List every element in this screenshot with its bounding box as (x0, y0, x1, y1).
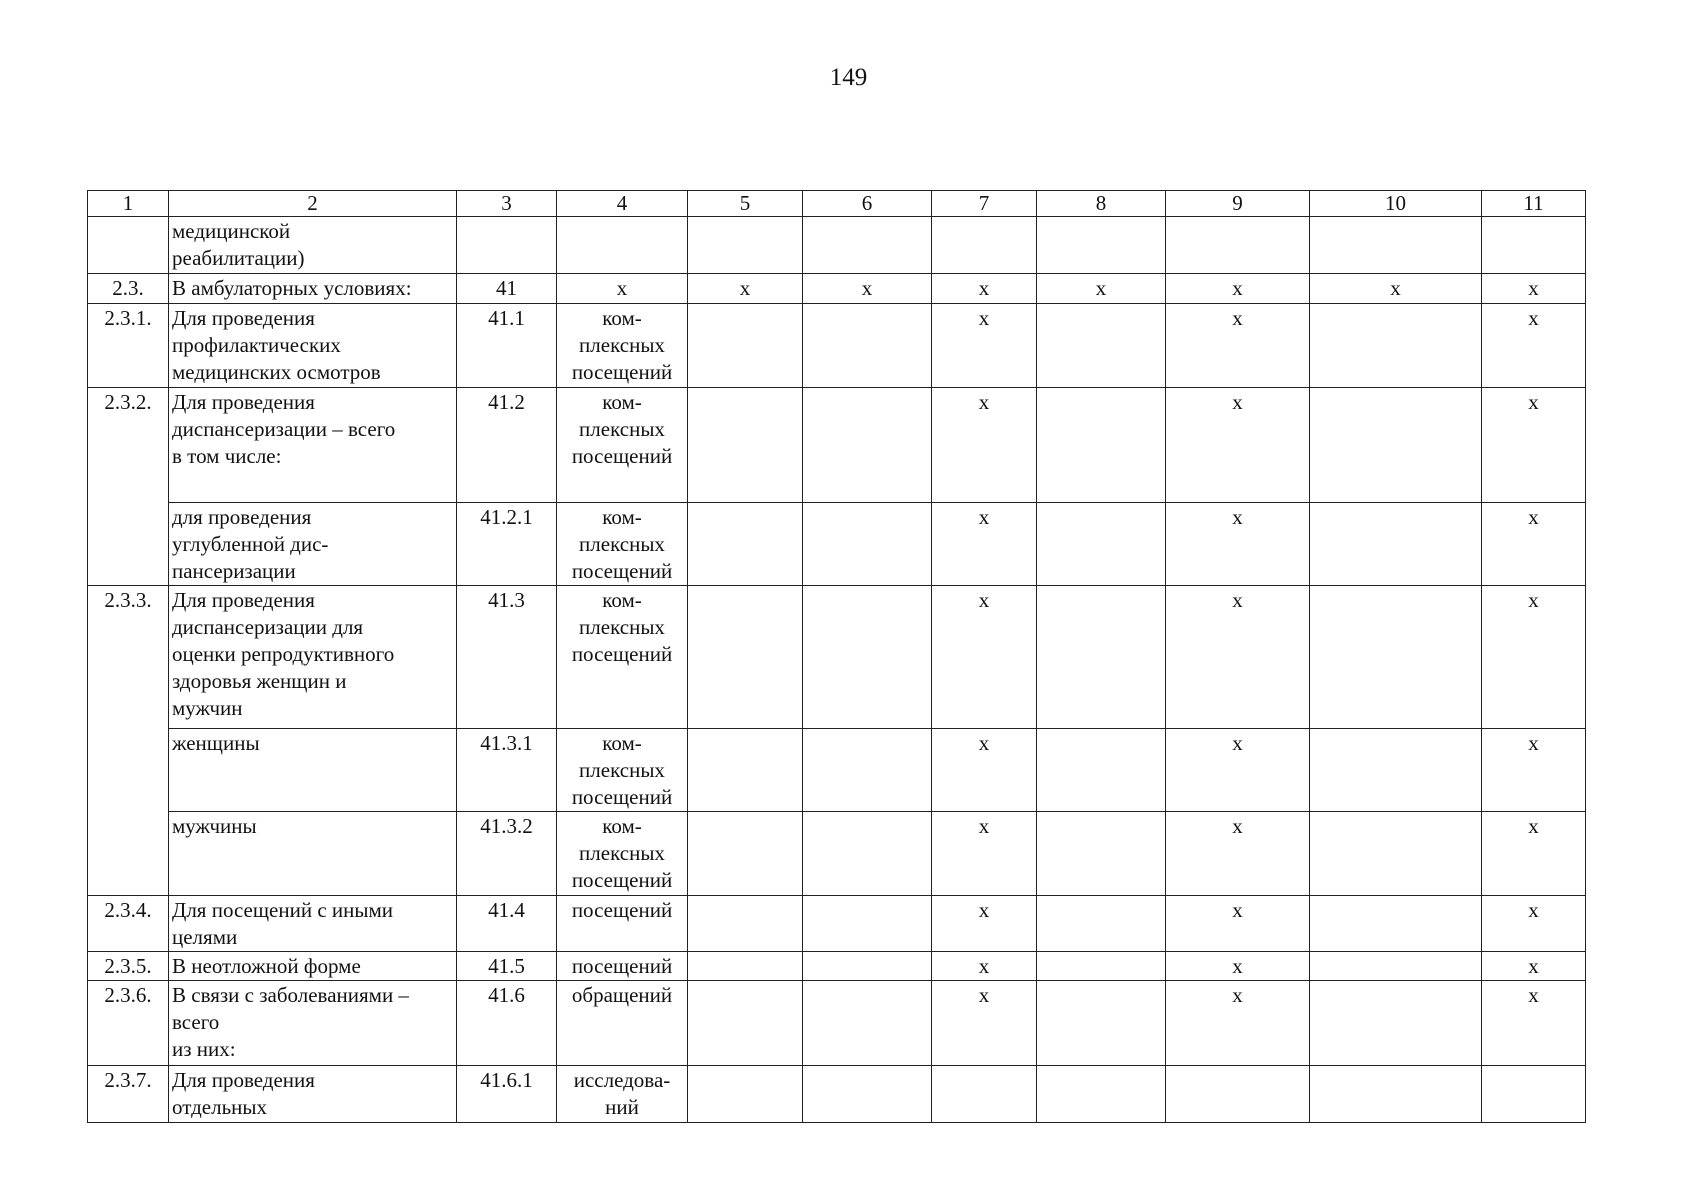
row-code-cell (457, 217, 557, 274)
value-cell (1482, 1066, 1586, 1123)
value-cell (803, 388, 932, 503)
value-cell (932, 217, 1037, 274)
value-cell: х (1166, 952, 1310, 981)
row-name-cell: мужчины (169, 812, 457, 896)
row-number-cell: 2.3.6. (88, 981, 169, 1066)
value-cell: х (1166, 304, 1310, 388)
value-cell: х (932, 304, 1037, 388)
unit-cell: посещений (557, 896, 688, 952)
page-number: 149 (829, 64, 868, 91)
column-number: 10 (1310, 191, 1482, 217)
row-code-cell: 41.4 (457, 896, 557, 952)
column-number-row (88, 191, 1586, 217)
row-name-cell: Для посещений с иными целями (169, 896, 457, 952)
value-cell (1310, 896, 1482, 952)
row-name-cell: Для проведения диспансеризации – всего в том числе: (169, 388, 457, 503)
value-cell (1037, 729, 1166, 812)
value-cell (688, 981, 803, 1066)
table-row (88, 1066, 1586, 1123)
table-row (88, 981, 1586, 1066)
value-cell: х (1166, 274, 1310, 304)
value-cell (1310, 503, 1482, 586)
value-cell (688, 896, 803, 952)
value-cell (803, 1066, 932, 1123)
value-cell (688, 304, 803, 388)
value-cell: х (1166, 388, 1310, 503)
value-cell: х (932, 503, 1037, 586)
unit-cell: ком- плексных посещений (557, 586, 688, 729)
table-row (88, 274, 1586, 304)
value-cell (1310, 1066, 1482, 1123)
value-cell: х (1482, 981, 1586, 1066)
value-cell (803, 812, 932, 896)
value-cell (1310, 388, 1482, 503)
table-row (88, 586, 1586, 729)
table-row (88, 388, 1586, 503)
row-name-cell: для проведения углубленной дис- пансеризации (169, 503, 457, 586)
row-code-cell: 41.6.1 (457, 1066, 557, 1123)
table-row (88, 503, 1586, 586)
row-code-cell: 41 (457, 274, 557, 304)
value-cell (1310, 812, 1482, 896)
column-number: 4 (557, 191, 688, 217)
value-cell (932, 1066, 1037, 1123)
row-number-cell: 2.3.5. (88, 952, 169, 981)
value-cell (1037, 981, 1166, 1066)
value-cell (803, 503, 932, 586)
value-cell: х (1482, 952, 1586, 981)
value-cell (803, 586, 932, 729)
value-cell (1482, 217, 1586, 274)
value-cell (688, 503, 803, 586)
value-cell: х (932, 729, 1037, 812)
value-cell (688, 812, 803, 896)
row-name-cell: В связи с заболеваниями – всего из них: (169, 981, 457, 1066)
value-cell (688, 388, 803, 503)
value-cell (803, 952, 932, 981)
value-cell: х (932, 274, 1037, 304)
value-cell: х (932, 812, 1037, 896)
value-cell: х (932, 586, 1037, 729)
value-cell (1037, 388, 1166, 503)
unit-cell: ком- плексных посещений (557, 388, 688, 503)
row-code-cell: 41.3.2 (457, 812, 557, 896)
value-cell: х (688, 274, 803, 304)
table-row (88, 896, 1586, 952)
value-cell (1037, 304, 1166, 388)
value-cell: х (1482, 274, 1586, 304)
value-cell: х (1166, 812, 1310, 896)
row-code-cell: 41.1 (457, 304, 557, 388)
row-name-cell: В амбулаторных условиях: (169, 274, 457, 304)
table-row (88, 217, 1586, 274)
value-cell: х (1166, 896, 1310, 952)
value-cell: х (1482, 729, 1586, 812)
value-cell: х (1166, 729, 1310, 812)
value-cell (1310, 217, 1482, 274)
row-name-cell: медицинской реабилитации) (169, 217, 457, 274)
row-number-cell: 2.3.3. (88, 586, 169, 896)
row-number-cell (88, 217, 169, 274)
row-name-cell: В неотложной форме (169, 952, 457, 981)
row-name-cell: Для проведения отдельных (169, 1066, 457, 1123)
row-code-cell: 41.3 (457, 586, 557, 729)
column-number: 1 (88, 191, 169, 217)
value-cell (688, 217, 803, 274)
value-cell (803, 729, 932, 812)
value-cell (1037, 812, 1166, 896)
value-cell: х (932, 981, 1037, 1066)
row-code-cell: 41.2.1 (457, 503, 557, 586)
column-number: 11 (1482, 191, 1586, 217)
value-cell (1310, 729, 1482, 812)
row-name-cell: Для проведения диспансеризации для оценки репродуктивного здоровья женщин и мужчин (169, 586, 457, 729)
row-code-cell: 41.5 (457, 952, 557, 981)
value-cell (688, 729, 803, 812)
column-number: 2 (169, 191, 457, 217)
row-number-cell: 2.3.7. (88, 1066, 169, 1123)
unit-cell: ком- плексных посещений (557, 729, 688, 812)
value-cell: х (1166, 503, 1310, 586)
unit-cell: х (557, 274, 688, 304)
value-cell (1037, 503, 1166, 586)
value-cell: х (1482, 388, 1586, 503)
row-code-cell: 41.2 (457, 388, 557, 503)
value-cell: х (932, 896, 1037, 952)
column-number: 7 (932, 191, 1037, 217)
data-table (87, 190, 1586, 1123)
value-cell (803, 896, 932, 952)
value-cell (688, 1066, 803, 1123)
value-cell (1166, 1066, 1310, 1123)
table-row (88, 952, 1586, 981)
row-code-cell: 41.3.1 (457, 729, 557, 812)
value-cell: х (1166, 586, 1310, 729)
value-cell (803, 981, 932, 1066)
row-number-cell: 2.3.2. (88, 388, 169, 586)
value-cell (1037, 586, 1166, 729)
value-cell: х (1482, 812, 1586, 896)
value-cell (688, 586, 803, 729)
row-name-cell: женщины (169, 729, 457, 812)
row-code-cell: 41.6 (457, 981, 557, 1066)
value-cell (1037, 217, 1166, 274)
value-cell: х (1482, 503, 1586, 586)
row-number-cell: 2.3. (88, 274, 169, 304)
table-row (88, 729, 1586, 812)
value-cell: х (1482, 304, 1586, 388)
unit-cell: обращений (557, 981, 688, 1066)
value-cell (1310, 981, 1482, 1066)
value-cell (803, 217, 932, 274)
value-cell: х (803, 274, 932, 304)
value-cell: х (1482, 896, 1586, 952)
unit-cell: ком- плексных посещений (557, 812, 688, 896)
row-name-cell: Для проведения профилактических медицинских осмотров (169, 304, 457, 388)
table-row (88, 812, 1586, 896)
value-cell (688, 952, 803, 981)
value-cell (1310, 304, 1482, 388)
value-cell (1310, 952, 1482, 981)
value-cell (1310, 586, 1482, 729)
value-cell (1037, 896, 1166, 952)
table-row (88, 304, 1586, 388)
unit-cell: исследова- ний (557, 1066, 688, 1123)
column-number: 3 (457, 191, 557, 217)
column-number: 9 (1166, 191, 1310, 217)
value-cell (1037, 1066, 1166, 1123)
value-cell (1166, 217, 1310, 274)
unit-cell (557, 217, 688, 274)
unit-cell: ком- плексных посещений (557, 304, 688, 388)
value-cell (1037, 952, 1166, 981)
unit-cell: посещений (557, 952, 688, 981)
value-cell: х (932, 952, 1037, 981)
column-number: 6 (803, 191, 932, 217)
column-number: 5 (688, 191, 803, 217)
unit-cell: ком- плексных посещений (557, 503, 688, 586)
value-cell: х (1310, 274, 1482, 304)
value-cell: х (1482, 586, 1586, 729)
row-number-cell: 2.3.4. (88, 896, 169, 952)
value-cell (803, 304, 932, 388)
value-cell: х (932, 388, 1037, 503)
row-number-cell: 2.3.1. (88, 304, 169, 388)
value-cell: х (1037, 274, 1166, 304)
value-cell: х (1166, 981, 1310, 1066)
column-number: 8 (1037, 191, 1166, 217)
